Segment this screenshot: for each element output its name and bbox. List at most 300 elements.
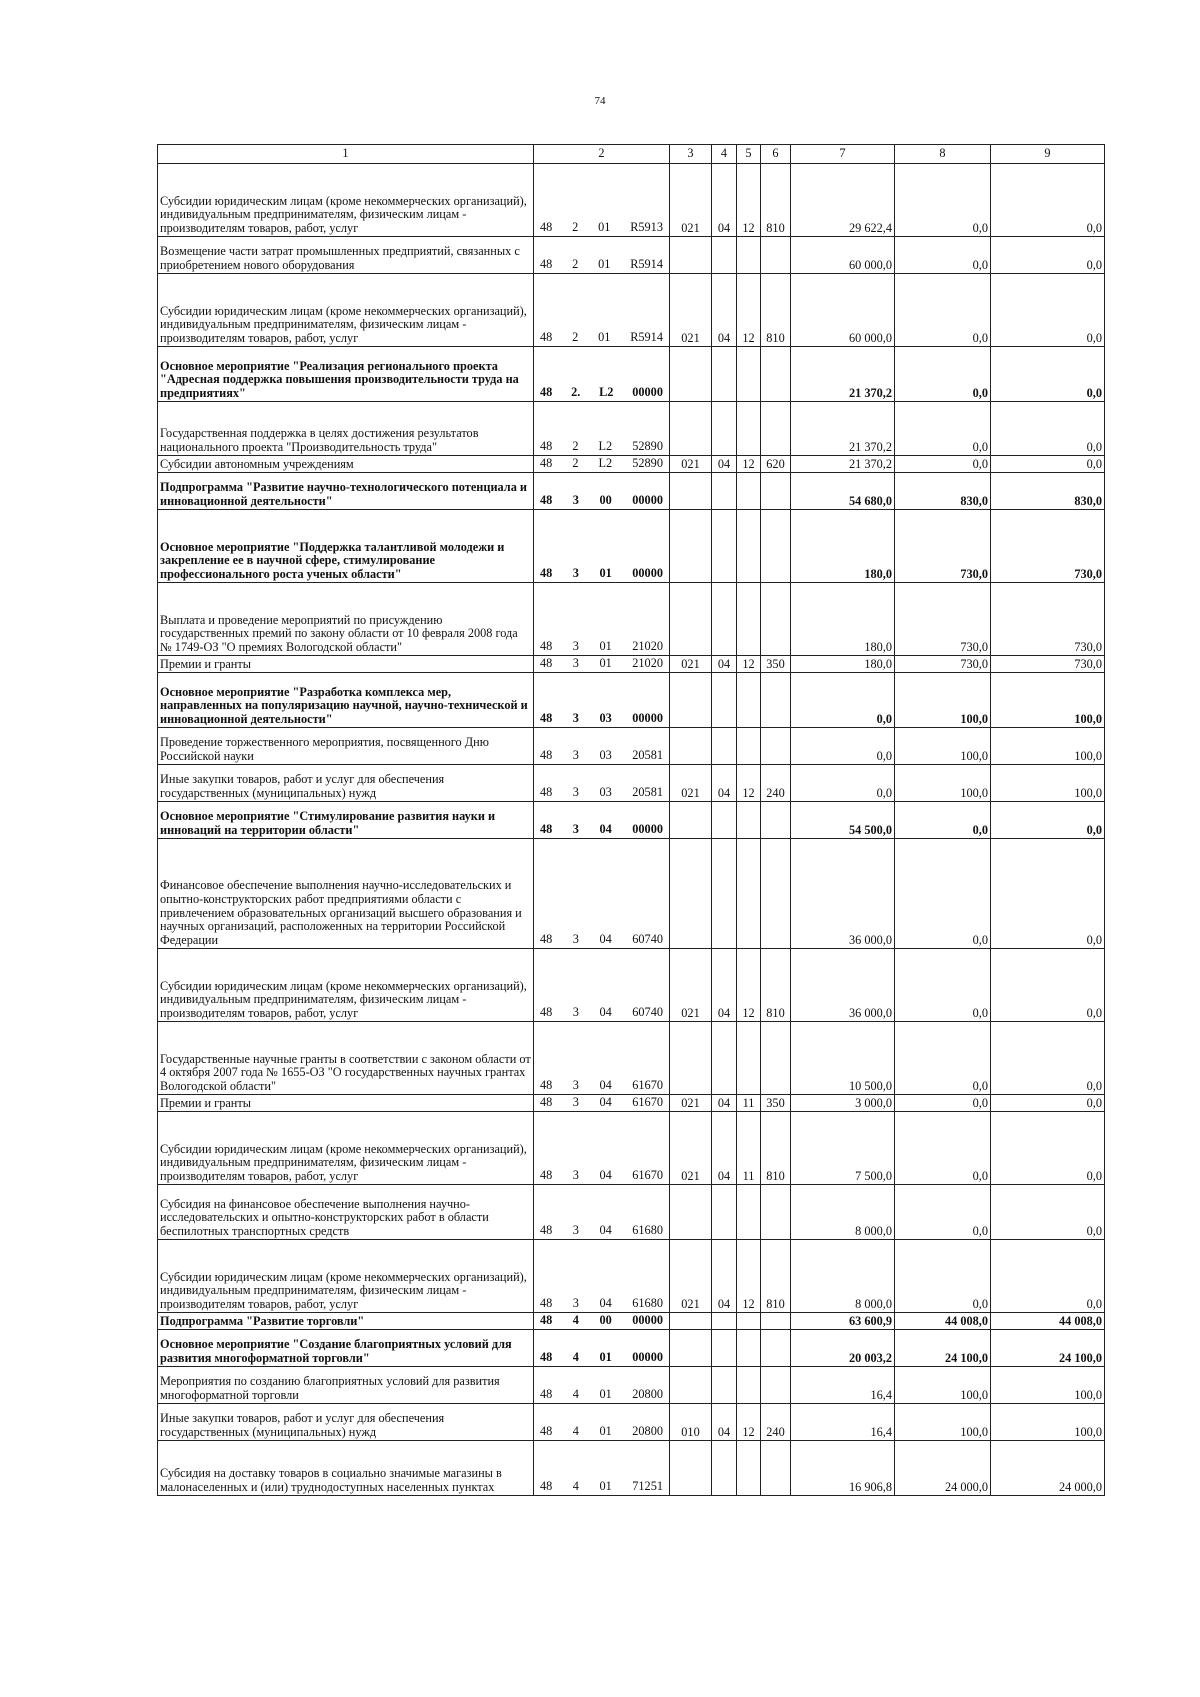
code-part: 3 (572, 493, 579, 508)
row-amount-2-cell: 730,0 (895, 510, 991, 583)
row-amount-2-cell: 0,0 (895, 237, 991, 274)
code-part: 48 (540, 822, 553, 837)
row-amount-3-cell: 100,0 (991, 1367, 1105, 1404)
code-part: 48 (540, 1168, 553, 1183)
row-section-cell: 04 (712, 1095, 737, 1112)
code-part: 48 (540, 1223, 553, 1238)
row-subsection-cell: 12 (737, 1404, 761, 1441)
table-row (158, 765, 1105, 802)
row-section-cell (712, 802, 737, 839)
code-part: 20800 (632, 1387, 663, 1402)
table-row (158, 1404, 1105, 1441)
row-subsection-cell: 12 (737, 1240, 761, 1313)
row-amount-2-cell: 100,0 (895, 673, 991, 728)
row-amount-3-cell: 0,0 (991, 839, 1105, 949)
header-cell: 4 (712, 145, 737, 164)
row-amount-1-cell: 180,0 (791, 656, 895, 673)
row-grbs-cell (670, 237, 712, 274)
row-section-cell (712, 237, 737, 274)
row-section-cell (712, 673, 737, 728)
row-amount-3-cell: 0,0 (991, 1022, 1105, 1095)
table-row (158, 1441, 1105, 1496)
budget-table (157, 144, 1105, 1496)
code-part: L2 (599, 385, 614, 400)
row-amount-3-cell: 0,0 (991, 402, 1105, 456)
code-part: 48 (540, 639, 553, 654)
row-subsection-cell (737, 1022, 761, 1095)
row-grbs-cell (670, 673, 712, 728)
row-amount-1-cell: 3 000,0 (791, 1095, 895, 1112)
row-amount-3-cell: 0,0 (991, 1112, 1105, 1185)
row-amount-2-cell: 100,0 (895, 728, 991, 765)
row-amount-2-cell: 0,0 (895, 1022, 991, 1095)
row-expense-type-cell: 810 (761, 1240, 791, 1313)
row-expense-type-cell: 810 (761, 1112, 791, 1185)
row-name-cell: Основное мероприятие "Реализация регионального проекта "Адресная поддержка повышения производительности труда на предприятиях" (158, 347, 534, 402)
row-name-cell: Основное мероприятие "Поддержка талантливой молодежи и закрепление ее в научной сфере, стимулирование профессионального роста ученых области" (158, 510, 534, 583)
table-row (158, 802, 1105, 839)
row-amount-1-cell: 63 600,9 (791, 1313, 895, 1330)
row-subsection-cell (737, 802, 761, 839)
row-grbs-cell (670, 510, 712, 583)
row-code-cell (534, 802, 670, 839)
code-part: 3 (572, 566, 579, 581)
row-expense-type-cell (761, 583, 791, 656)
row-amount-1-cell: 29 622,4 (791, 164, 895, 237)
row-code-cell (534, 237, 670, 274)
header-cell: 1 (158, 145, 534, 164)
row-amount-3-cell: 24 000,0 (991, 1441, 1105, 1496)
header-cell: 9 (991, 145, 1105, 164)
row-section-cell (712, 347, 737, 402)
row-subsection-cell (737, 1313, 761, 1330)
row-grbs-cell (670, 1367, 712, 1404)
row-grbs-cell (670, 1022, 712, 1095)
row-amount-1-cell: 10 500,0 (791, 1022, 895, 1095)
row-section-cell (712, 1441, 737, 1496)
row-grbs-cell: 021 (670, 274, 712, 347)
code-part: 01 (599, 1350, 612, 1365)
code-part: 4 (572, 1350, 579, 1365)
table-row (158, 949, 1105, 1022)
row-section-cell (712, 1367, 737, 1404)
row-code-cell (534, 402, 670, 456)
code-part: 3 (572, 1078, 579, 1093)
row-amount-2-cell: 0,0 (895, 1095, 991, 1112)
row-expense-type-cell (761, 473, 791, 510)
code-part: R5913 (630, 220, 663, 235)
row-name-cell: Премии и гранты (158, 656, 534, 673)
code-part: 48 (540, 1296, 553, 1311)
row-grbs-cell (670, 728, 712, 765)
code-part: 00000 (632, 711, 663, 726)
row-amount-3-cell: 0,0 (991, 164, 1105, 237)
row-code-cell (534, 1441, 670, 1496)
code-part: 4 (572, 1313, 579, 1328)
row-amount-1-cell: 60 000,0 (791, 237, 895, 274)
row-name-cell: Государственная поддержка в целях достижения результатов национального проекта "Производительность труда" (158, 402, 534, 456)
code-part: 21020 (632, 656, 663, 671)
code-part: 00000 (632, 822, 663, 837)
row-expense-type-cell (761, 1313, 791, 1330)
code-part: 3 (572, 711, 579, 726)
row-section-cell (712, 583, 737, 656)
code-part: 00000 (632, 1350, 663, 1365)
code-part: 01 (599, 656, 612, 671)
row-expense-type-cell (761, 1367, 791, 1404)
table-row (158, 510, 1105, 583)
code-part: 48 (540, 1424, 553, 1439)
code-part: R5914 (630, 330, 663, 345)
row-grbs-cell (670, 839, 712, 949)
row-code-cell (534, 456, 670, 473)
row-amount-2-cell: 0,0 (895, 347, 991, 402)
row-amount-1-cell: 36 000,0 (791, 949, 895, 1022)
row-amount-3-cell: 730,0 (991, 583, 1105, 656)
code-part: 3 (572, 1168, 579, 1183)
table-row (158, 164, 1105, 237)
row-name-cell: Возмещение части затрат промышленных предприятий, связанных с приобретением нового оборудования (158, 237, 534, 274)
row-expense-type-cell (761, 728, 791, 765)
code-part: 48 (540, 1387, 553, 1402)
row-subsection-cell (737, 673, 761, 728)
code-part: 52890 (632, 439, 663, 454)
row-amount-2-cell: 100,0 (895, 765, 991, 802)
row-section-cell: 04 (712, 1404, 737, 1441)
row-amount-1-cell: 21 370,2 (791, 402, 895, 456)
row-expense-type-cell (761, 802, 791, 839)
header-cell: 6 (761, 145, 791, 164)
row-expense-type-cell: 810 (761, 164, 791, 237)
row-amount-2-cell: 830,0 (895, 473, 991, 510)
code-part: 21020 (632, 639, 663, 654)
code-part: 04 (599, 1095, 612, 1110)
table-row (158, 1185, 1105, 1240)
row-grbs-cell: 021 (670, 949, 712, 1022)
code-part: 4 (572, 1424, 579, 1439)
row-name-cell: Подпрограмма "Развитие научно-технологического потенциала и инновационной деятельности" (158, 473, 534, 510)
table-row (158, 347, 1105, 402)
row-section-cell (712, 1185, 737, 1240)
row-grbs-cell: 021 (670, 765, 712, 802)
row-expense-type-cell (761, 1441, 791, 1496)
row-expense-type-cell: 240 (761, 765, 791, 802)
code-part: 2 (572, 439, 579, 454)
row-subsection-cell (737, 510, 761, 583)
row-expense-type-cell (761, 839, 791, 949)
table-row (158, 1112, 1105, 1185)
row-grbs-cell: 021 (670, 456, 712, 473)
table-row (158, 728, 1105, 765)
row-expense-type-cell (761, 347, 791, 402)
code-part: 48 (540, 1005, 553, 1020)
row-name-cell: Иные закупки товаров, работ и услуг для обеспечения государственных (муниципальных) нужд (158, 1404, 534, 1441)
code-part: R5914 (630, 257, 663, 272)
row-name-cell: Мероприятия по созданию благоприятных условий для развития многоформатной торговли (158, 1367, 534, 1404)
row-section-cell: 04 (712, 1240, 737, 1313)
row-amount-3-cell: 0,0 (991, 1095, 1105, 1112)
row-code-cell (534, 1240, 670, 1313)
row-grbs-cell: 010 (670, 1404, 712, 1441)
row-subsection-cell: 11 (737, 1112, 761, 1185)
row-amount-1-cell: 16,4 (791, 1404, 895, 1441)
row-amount-3-cell: 730,0 (991, 510, 1105, 583)
row-code-cell (534, 1112, 670, 1185)
row-amount-1-cell: 16 906,8 (791, 1441, 895, 1496)
row-amount-1-cell: 180,0 (791, 510, 895, 583)
row-amount-1-cell: 0,0 (791, 728, 895, 765)
row-code-cell (534, 164, 670, 237)
row-grbs-cell: 021 (670, 164, 712, 237)
row-amount-3-cell: 100,0 (991, 728, 1105, 765)
row-name-cell: Проведение торжественного мероприятия, посвященного Дню Российской науки (158, 728, 534, 765)
row-grbs-cell (670, 473, 712, 510)
row-grbs-cell (670, 1313, 712, 1330)
row-name-cell: Субсидии юридическим лицам (кроме некоммерческих организаций), индивидуальным предпринимателям, физическим лицам - производителям товаров, работ, услуг (158, 1112, 534, 1185)
code-part: 2 (572, 220, 579, 235)
code-part: 03 (599, 748, 612, 763)
row-amount-1-cell: 21 370,2 (791, 456, 895, 473)
code-part: 3 (572, 1296, 579, 1311)
code-part: 3 (572, 822, 579, 837)
row-amount-2-cell: 100,0 (895, 1367, 991, 1404)
row-amount-3-cell: 0,0 (991, 456, 1105, 473)
row-grbs-cell (670, 802, 712, 839)
row-expense-type-cell (761, 510, 791, 583)
table-row (158, 237, 1105, 274)
code-part: 04 (599, 1078, 612, 1093)
row-amount-2-cell: 0,0 (895, 802, 991, 839)
row-amount-2-cell: 100,0 (895, 1404, 991, 1441)
row-code-cell (534, 765, 670, 802)
row-amount-2-cell: 0,0 (895, 1185, 991, 1240)
code-part: 3 (572, 1223, 579, 1238)
code-part: 48 (540, 932, 553, 947)
code-part: 48 (540, 1095, 553, 1110)
table-row (158, 1313, 1105, 1330)
row-amount-3-cell: 100,0 (991, 1404, 1105, 1441)
row-expense-type-cell: 350 (761, 1095, 791, 1112)
row-section-cell (712, 1022, 737, 1095)
row-amount-1-cell: 60 000,0 (791, 274, 895, 347)
header-cell: 7 (791, 145, 895, 164)
row-amount-3-cell: 100,0 (991, 673, 1105, 728)
code-part: 20800 (632, 1424, 663, 1439)
table-row (158, 1022, 1105, 1095)
row-amount-1-cell: 36 000,0 (791, 839, 895, 949)
code-part: 48 (540, 748, 553, 763)
row-code-cell (534, 1330, 670, 1367)
code-part: 03 (599, 711, 612, 726)
code-part: 01 (598, 330, 611, 345)
row-section-cell: 04 (712, 274, 737, 347)
row-subsection-cell: 11 (737, 1095, 761, 1112)
row-subsection-cell (737, 1185, 761, 1240)
code-part: 48 (540, 1350, 553, 1365)
row-name-cell: Субсидии юридическим лицам (кроме некоммерческих организаций), индивидуальным предпринимателям, физическим лицам - производителям товаров, работ, услуг (158, 949, 534, 1022)
row-subsection-cell (737, 473, 761, 510)
row-grbs-cell: 021 (670, 1240, 712, 1313)
row-amount-3-cell: 0,0 (991, 1185, 1105, 1240)
table-row (158, 673, 1105, 728)
header-cell: 2 (534, 145, 670, 164)
row-section-cell (712, 402, 737, 456)
row-expense-type-cell: 620 (761, 456, 791, 473)
row-section-cell: 04 (712, 765, 737, 802)
row-section-cell (712, 839, 737, 949)
code-part: 48 (540, 257, 553, 272)
row-name-cell: Субсидии юридическим лицам (кроме некоммерческих организаций), индивидуальным предпринимателям, физическим лицам - производителям товаров, работ, услуг (158, 164, 534, 237)
code-part: 2 (572, 456, 579, 471)
row-name-cell: Субсидия на доставку товаров в социально значимые магазины в малонаселенных и (или) труднодоступных населенных пунктах (158, 1441, 534, 1496)
row-expense-type-cell: 350 (761, 656, 791, 673)
row-name-cell: Основное мероприятие "Разработка комплекса мер, направленных на популяризацию научной, научно-технической и инновационной деятельности" (158, 673, 534, 728)
code-part: 04 (599, 1168, 612, 1183)
code-part: 48 (540, 1078, 553, 1093)
code-part: 48 (540, 711, 553, 726)
header-cell: 3 (670, 145, 712, 164)
code-part: 48 (540, 493, 553, 508)
row-amount-1-cell: 16,4 (791, 1367, 895, 1404)
row-expense-type-cell: 240 (761, 1404, 791, 1441)
code-part: 3 (572, 748, 579, 763)
row-amount-1-cell: 21 370,2 (791, 347, 895, 402)
row-section-cell: 04 (712, 949, 737, 1022)
row-amount-2-cell: 0,0 (895, 274, 991, 347)
row-amount-2-cell: 0,0 (895, 1112, 991, 1185)
row-amount-3-cell: 100,0 (991, 765, 1105, 802)
row-section-cell (712, 1313, 737, 1330)
row-amount-2-cell: 0,0 (895, 164, 991, 237)
code-part: 00000 (632, 385, 663, 400)
row-name-cell: Финансовое обеспечение выполнения научно-исследовательских и опытно-конструкторских работ предприятиями области с привлечением образовательных организаций высшего образования и научных организаций, расположенных на территории Российской Федерации (158, 839, 534, 949)
row-subsection-cell (737, 839, 761, 949)
row-amount-3-cell: 830,0 (991, 473, 1105, 510)
row-grbs-cell: 021 (670, 656, 712, 673)
code-part: 48 (540, 785, 553, 800)
code-part: 2 (572, 257, 579, 272)
code-part: 48 (540, 456, 553, 471)
row-code-cell (534, 949, 670, 1022)
code-part: 3 (572, 639, 579, 654)
row-name-cell: Государственные научные гранты в соответствии с законом области от 4 октября 2007 года № 1655-ОЗ "О государственных научных грантах Вологодской области" (158, 1022, 534, 1095)
code-part: 03 (599, 785, 612, 800)
row-amount-1-cell: 0,0 (791, 765, 895, 802)
code-part: 01 (599, 1479, 612, 1494)
row-amount-2-cell: 24 000,0 (895, 1441, 991, 1496)
row-grbs-cell (670, 1185, 712, 1240)
row-code-cell (534, 673, 670, 728)
row-section-cell: 04 (712, 1112, 737, 1185)
code-part: 3 (572, 932, 579, 947)
code-part: 01 (599, 639, 612, 654)
row-subsection-cell (737, 1441, 761, 1496)
code-part: 00 (599, 493, 612, 508)
row-subsection-cell: 12 (737, 765, 761, 802)
row-amount-1-cell: 0,0 (791, 673, 895, 728)
table-row (158, 1367, 1105, 1404)
row-grbs-cell (670, 1330, 712, 1367)
code-part: 04 (599, 1296, 612, 1311)
row-code-cell (534, 1404, 670, 1441)
row-amount-3-cell: 0,0 (991, 1240, 1105, 1313)
code-part: 2 (572, 330, 579, 345)
row-subsection-cell: 12 (737, 456, 761, 473)
row-subsection-cell (737, 1367, 761, 1404)
code-part: 04 (599, 1223, 612, 1238)
table-row (158, 402, 1105, 456)
row-code-cell (534, 839, 670, 949)
code-part: 2. (571, 385, 581, 400)
row-name-cell: Субсидии юридическим лицам (кроме некоммерческих организаций), индивидуальным предпринимателям, физическим лицам - производителям товаров, работ, услуг (158, 274, 534, 347)
row-amount-2-cell: 0,0 (895, 1240, 991, 1313)
row-amount-1-cell: 20 003,2 (791, 1330, 895, 1367)
table-row (158, 274, 1105, 347)
code-part: 01 (599, 1424, 612, 1439)
row-code-cell (534, 583, 670, 656)
code-part: 71251 (632, 1479, 663, 1494)
row-subsection-cell (737, 347, 761, 402)
code-part: 00 (599, 1313, 612, 1328)
row-code-cell (534, 656, 670, 673)
code-part: 61670 (632, 1078, 663, 1093)
row-grbs-cell (670, 583, 712, 656)
code-part: 48 (540, 330, 553, 345)
row-section-cell (712, 728, 737, 765)
code-part: L2 (598, 439, 613, 454)
row-code-cell (534, 1095, 670, 1112)
row-name-cell: Субсидия на финансовое обеспечение выполнения научно-исследовательских и опытно-конструкторских работ в области беспилотных транспортных средств (158, 1185, 534, 1240)
code-part: 3 (572, 656, 579, 671)
code-part: 00000 (632, 1313, 663, 1328)
code-part: 48 (540, 656, 553, 671)
row-amount-1-cell: 8 000,0 (791, 1240, 895, 1313)
row-name-cell: Основное мероприятие "Создание благоприятных условий для развития многоформатной торговли" (158, 1330, 534, 1367)
row-amount-1-cell: 54 680,0 (791, 473, 895, 510)
row-amount-2-cell: 0,0 (895, 402, 991, 456)
row-amount-2-cell: 0,0 (895, 949, 991, 1022)
row-section-cell (712, 510, 737, 583)
row-amount-3-cell: 0,0 (991, 949, 1105, 1022)
row-code-cell (534, 473, 670, 510)
row-subsection-cell: 12 (737, 656, 761, 673)
code-part: 61670 (632, 1168, 663, 1183)
code-part: 01 (598, 220, 611, 235)
row-amount-2-cell: 0,0 (895, 456, 991, 473)
row-code-cell (534, 1022, 670, 1095)
header-cell: 5 (737, 145, 761, 164)
row-subsection-cell (737, 237, 761, 274)
code-part: 61680 (632, 1296, 663, 1311)
row-amount-1-cell: 180,0 (791, 583, 895, 656)
row-subsection-cell (737, 1330, 761, 1367)
table-row (158, 656, 1105, 673)
code-part: 61680 (632, 1223, 663, 1238)
code-part: 48 (540, 566, 553, 581)
code-part: 04 (599, 932, 612, 947)
row-amount-1-cell: 8 000,0 (791, 1185, 895, 1240)
row-code-cell (534, 728, 670, 765)
row-name-cell: Субсидии автономным учреждениям (158, 456, 534, 473)
row-name-cell: Премии и гранты (158, 1095, 534, 1112)
row-amount-3-cell: 44 008,0 (991, 1313, 1105, 1330)
row-grbs-cell (670, 347, 712, 402)
code-part: 20581 (632, 748, 663, 763)
row-amount-3-cell: 0,0 (991, 237, 1105, 274)
row-section-cell: 04 (712, 164, 737, 237)
row-section-cell: 04 (712, 656, 737, 673)
row-code-cell (534, 347, 670, 402)
